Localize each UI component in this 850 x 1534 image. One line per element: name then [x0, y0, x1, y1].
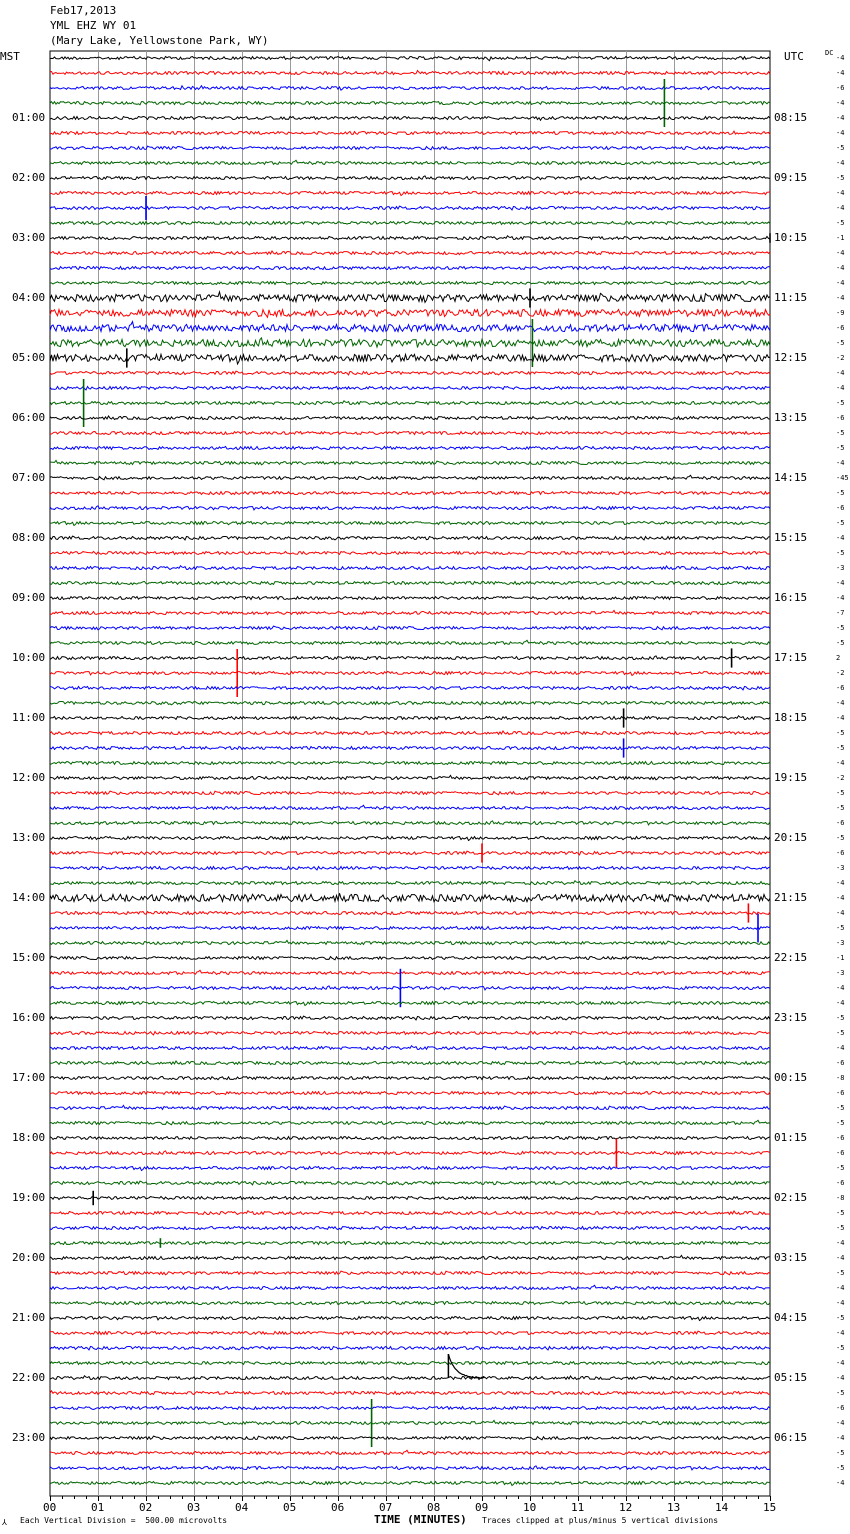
dc-offset-label: -3: [836, 939, 845, 947]
right-hour-label: 17:15: [774, 651, 808, 664]
left-hour-label: 08:00: [12, 531, 46, 544]
x-tick-label: 10: [523, 1501, 537, 1514]
dc-offset-label: -4: [836, 699, 845, 707]
trace-row: [50, 912, 770, 915]
trace-row: [50, 1120, 770, 1125]
trace-row: [50, 1105, 770, 1109]
x-tick-label: 11: [571, 1501, 585, 1514]
trace-row: [50, 192, 770, 196]
trace-row: [50, 686, 770, 690]
trace-row: [50, 1301, 770, 1305]
dc-offset-label: -4: [836, 69, 845, 77]
dc-offset-label: -6: [836, 684, 845, 692]
dc-offset-label: -4: [836, 279, 845, 287]
dc-offset-label: -5: [836, 444, 845, 452]
right-hour-label: 01:15: [774, 1131, 808, 1144]
trace-row: [50, 702, 770, 705]
right-hour-label: 03:15: [774, 1251, 808, 1264]
trace-row: [50, 536, 770, 540]
trace-row: [50, 610, 770, 614]
trace-row: [50, 597, 770, 600]
trace-row: [50, 57, 770, 61]
dc-offset-label: -6: [836, 1149, 845, 1157]
dc-offset-label: -5: [836, 1344, 845, 1352]
trace-row: [50, 1450, 770, 1454]
trace-row: [50, 292, 770, 303]
trace-row: [50, 970, 770, 974]
left-hour-label: 12:00: [12, 771, 46, 784]
dc-offset-label: -4: [836, 1374, 845, 1382]
x-tick-label: 02: [139, 1501, 153, 1514]
left-hour-label: 05:00: [12, 351, 46, 364]
trace-row: [50, 716, 770, 720]
trace-row: [50, 1197, 770, 1200]
dc-offset-label: -4: [836, 384, 845, 392]
dc-offset-label: -4: [836, 1419, 845, 1427]
trace-row: [50, 371, 770, 375]
right-hour-label: 04:15: [774, 1311, 808, 1324]
dc-offset-label: -4: [836, 129, 845, 137]
dc-offset-label: -4: [836, 534, 845, 542]
dc-offset-label: -7: [836, 609, 845, 617]
dc-offset-label: -5: [836, 339, 845, 347]
right-hour-label: 15:15: [774, 531, 808, 544]
left-hour-label: 10:00: [12, 651, 46, 664]
dc-offset-label: -5: [836, 1104, 845, 1112]
x-tick-label: 03: [187, 1501, 201, 1514]
dc-offset-label: -45: [836, 474, 849, 482]
x-tick-label: 01: [91, 1501, 105, 1514]
dc-offset-label: -9: [836, 309, 845, 317]
dc-offset-label: -4: [836, 1044, 845, 1052]
dc-offset-label: -6: [836, 504, 845, 512]
trace-row: [50, 1285, 770, 1289]
trace-row: [50, 1271, 770, 1275]
right-hour-label: 22:15: [774, 951, 808, 964]
trace-row: [50, 1466, 770, 1470]
dc-offset-label: -5: [836, 1464, 845, 1472]
trace-row: [50, 1331, 770, 1335]
x-tick-label: 14: [715, 1501, 729, 1514]
right-hour-label: 11:15: [774, 291, 808, 304]
dc-offset-label: -5: [836, 1209, 845, 1217]
dc-offset-label: -6: [836, 414, 845, 422]
scale-note: Each Vertical Division = 500.00 microvolts: [20, 1516, 228, 1525]
x-tick-label: 05: [283, 1501, 297, 1514]
dc-offset-label: -4: [836, 1329, 845, 1337]
dc-offset-label: -4: [836, 894, 845, 902]
left-hour-label: 02:00: [12, 171, 46, 184]
trace-row: [50, 747, 770, 750]
dc-offset-label: -5: [836, 1014, 845, 1022]
dc-offset-label: -3: [836, 564, 845, 572]
trace-row: [50, 582, 770, 585]
trace-row: [50, 805, 770, 809]
trace-row: [50, 131, 770, 135]
dc-offset-label: -5: [836, 219, 845, 227]
trace-row: [50, 1046, 770, 1050]
dc-offset-label: -5: [836, 804, 845, 812]
trace-row: [50, 927, 770, 930]
trace-row: [50, 1436, 770, 1440]
trace-row: [50, 566, 770, 570]
dc-offset-label: -2: [836, 774, 845, 782]
trace-row: [50, 387, 770, 390]
x-axis-title: TIME (MINUTES): [374, 1513, 467, 1526]
trace-row: [50, 71, 770, 75]
dc-offset-label: -4: [836, 264, 845, 272]
left-hour-label: 23:00: [12, 1431, 46, 1444]
left-hour-label: 01:00: [12, 111, 46, 124]
trace-row: [50, 552, 770, 555]
x-tick-label: 06: [331, 1501, 345, 1514]
trace-row: [50, 102, 770, 105]
trace-row: [50, 986, 770, 990]
right-hour-label: 16:15: [774, 591, 808, 604]
right-hour-label: 21:15: [774, 891, 808, 904]
right-hour-label: 13:15: [774, 411, 808, 424]
left-hour-label: 18:00: [12, 1131, 46, 1144]
trace-row: [50, 672, 770, 676]
dc-offset-label: -4: [836, 879, 845, 887]
dc-offset-label: -5: [836, 144, 845, 152]
dc-offset-label: -4: [836, 159, 845, 167]
dc-offset-label: -5: [836, 744, 845, 752]
trace-row: [50, 1016, 770, 1020]
dc-offset-label: -4: [836, 204, 845, 212]
trace-row: [50, 322, 770, 332]
right-hour-label: 19:15: [774, 771, 808, 784]
dc-offset-label: -5: [836, 429, 845, 437]
left-hour-label: 16:00: [12, 1011, 46, 1024]
trace-row: [50, 881, 770, 885]
dc-offset-label: -5: [836, 489, 845, 497]
trace-row: [50, 1002, 770, 1006]
dc-offset-label: -1: [836, 954, 845, 962]
dc-offset-label: -4: [836, 909, 845, 917]
trace-row: [50, 401, 770, 405]
trace-row: [50, 1391, 770, 1395]
dc-offset-label: -4: [836, 984, 845, 992]
trace-row: [50, 1255, 770, 1259]
trace-row: [50, 640, 770, 644]
trace-row: [50, 1482, 770, 1486]
right-hour-label: 20:15: [774, 831, 808, 844]
trace-row: [50, 222, 770, 225]
trace-row: [50, 1242, 770, 1245]
right-timezone-label: UTC: [784, 50, 804, 63]
trace-row: [50, 206, 770, 210]
trace-row: [50, 282, 770, 285]
trace-row: [50, 1362, 770, 1365]
dc-offset-label: -5: [836, 1164, 845, 1172]
trace-row: [50, 522, 770, 526]
dc-offset-label: -5: [836, 729, 845, 737]
trace-row: [50, 447, 770, 450]
trace-row: [50, 762, 770, 765]
left-hour-label: 06:00: [12, 411, 46, 424]
trace-row: [50, 1061, 770, 1065]
x-tick-label: 15: [763, 1501, 777, 1514]
trace-row: [50, 354, 770, 364]
right-hour-label: 08:15: [774, 111, 808, 124]
trace-row: [50, 775, 770, 779]
dc-offset-label: -5: [836, 834, 845, 842]
trace-row: [50, 1407, 770, 1410]
trace-row: [50, 251, 770, 255]
dc-offset-label: -6: [836, 84, 845, 92]
station-location: (Mary Lake, Yellowstone Park, WY): [50, 34, 269, 47]
trace-row: [50, 893, 770, 902]
clip-note: Traces clipped at plus/minus 5 vertical divisions: [482, 1516, 719, 1525]
footer-mark: ⅄: [2, 1518, 7, 1527]
trace-row: [50, 1347, 770, 1350]
dc-offset-label: -5: [836, 1029, 845, 1037]
left-hour-label: 09:00: [12, 591, 46, 604]
trace-row: [50, 1317, 770, 1321]
dc-offset-label: -4: [836, 579, 845, 587]
x-tick-label: 13: [667, 1501, 681, 1514]
left-hour-label: 13:00: [12, 831, 46, 844]
dc-offset-header: DC: [825, 49, 834, 57]
trace-row: [50, 1181, 770, 1185]
dc-offset-label: -6: [836, 1179, 845, 1187]
dc-offset-label: -4: [836, 594, 845, 602]
trace-row: [50, 656, 770, 660]
trace-row: [50, 475, 770, 480]
dc-offset-label: -4: [836, 1239, 845, 1247]
trace-row: [50, 791, 770, 795]
right-hour-label: 02:15: [774, 1191, 808, 1204]
trace-row: [50, 267, 770, 270]
dc-offset-label: -5: [836, 1314, 845, 1322]
left-hour-label: 11:00: [12, 711, 46, 724]
dc-offset-label: -2: [836, 354, 845, 362]
trace-row: [50, 506, 770, 510]
event-signal: [448, 1354, 484, 1378]
trace-row: [50, 1167, 770, 1171]
x-tick-label: 07: [379, 1501, 393, 1514]
trace-row: [50, 338, 770, 348]
left-hour-label: 04:00: [12, 291, 46, 304]
trace-row: [50, 731, 770, 735]
x-tick-label: 12: [619, 1501, 633, 1514]
left-hour-label: 03:00: [12, 231, 46, 244]
dc-offset-label: -5: [836, 1269, 845, 1277]
dc-offset-label: -5: [836, 519, 845, 527]
dc-offset-label: -4: [836, 1254, 845, 1262]
trace-row: [50, 1137, 770, 1140]
trace-row: [50, 1077, 770, 1080]
trace-row: [50, 1227, 770, 1230]
dc-offset-label: -5: [836, 174, 845, 182]
dc-offset-label: -5: [836, 1224, 845, 1232]
trace-row: [50, 837, 770, 841]
right-hour-label: 00:15: [774, 1071, 808, 1084]
left-hour-label: 14:00: [12, 891, 46, 904]
dc-offset-label: -3: [836, 969, 845, 977]
right-hour-label: 06:15: [774, 1431, 808, 1444]
dc-offset-label: 2: [836, 654, 841, 662]
dc-offset-label: -4: [836, 1299, 845, 1307]
trace-row: [50, 1032, 770, 1035]
trace-row: [50, 1151, 770, 1155]
trace-row: [50, 1211, 770, 1215]
right-hour-label: 05:15: [774, 1371, 808, 1384]
dc-offset-label: -5: [836, 624, 845, 632]
trace-row: [50, 310, 770, 318]
dc-offset-label: -4: [836, 114, 845, 122]
dc-offset-label: -4: [836, 294, 845, 302]
x-tick-label: 09: [475, 1501, 489, 1514]
trace-row: [50, 460, 770, 464]
dc-offset-label: -4: [836, 249, 845, 257]
dc-offset-label: -5: [836, 1119, 845, 1127]
right-hour-label: 12:15: [774, 351, 808, 364]
dc-offset-label: -4: [836, 369, 845, 377]
trace-row: [50, 626, 770, 630]
dc-offset-label: -5: [836, 1449, 845, 1457]
dc-offset-label: -5: [836, 639, 845, 647]
dc-offset-label: -6: [836, 849, 845, 857]
left-timezone-label: MST: [0, 50, 20, 63]
dc-offset-label: -6: [836, 1134, 845, 1142]
dc-offset-label: -4: [836, 459, 845, 467]
dc-offset-label: -6: [836, 324, 845, 332]
station-id: YML EHZ WY 01: [50, 19, 137, 32]
dc-offset-label: -5: [836, 399, 845, 407]
dc-offset-label: -4: [836, 1479, 845, 1487]
dc-offset-label: -5: [836, 924, 845, 932]
left-hour-label: 22:00: [12, 1371, 46, 1384]
trace-row: [50, 821, 770, 825]
trace-row: [50, 236, 770, 240]
dc-offset-label: -8: [836, 1074, 845, 1082]
x-tick-label: 08: [427, 1501, 441, 1514]
dc-offset-label: -4: [836, 189, 845, 197]
trace-row: [50, 176, 770, 180]
dc-offset-label: -4: [836, 999, 845, 1007]
left-hour-label: 20:00: [12, 1251, 46, 1264]
dc-offset-label: -4: [836, 714, 845, 722]
trace-row: [50, 117, 770, 121]
left-hour-label: 15:00: [12, 951, 46, 964]
dc-offset-label: -5: [836, 1389, 845, 1397]
trace-row: [50, 160, 770, 164]
dc-offset-label: -6: [836, 1059, 845, 1067]
dc-offset-label: -6: [836, 1089, 845, 1097]
plot-frame: [50, 51, 770, 1496]
dc-offset-label: -4: [836, 1359, 845, 1367]
x-tick-label: 00: [43, 1501, 57, 1514]
trace-row: [50, 492, 770, 495]
dc-offset-label: -5: [836, 549, 845, 557]
left-hour-label: 21:00: [12, 1311, 46, 1324]
left-hour-label: 17:00: [12, 1071, 46, 1084]
trace-row: [50, 1376, 770, 1380]
right-hour-label: 14:15: [774, 471, 808, 484]
dc-offset-label: -4: [836, 759, 845, 767]
dc-offset-label: -6: [836, 1404, 845, 1412]
dc-offset-label: -4: [836, 1434, 845, 1442]
right-hour-label: 10:15: [774, 231, 808, 244]
trace-row: [50, 956, 770, 960]
trace-row: [50, 416, 770, 420]
right-hour-label: 09:15: [774, 171, 808, 184]
dc-offset-label: -5: [836, 789, 845, 797]
trace-row: [50, 146, 770, 150]
dc-offset-label: -4: [836, 1284, 845, 1292]
trace-row: [50, 851, 770, 855]
left-hour-label: 07:00: [12, 471, 46, 484]
right-hour-label: 18:15: [774, 711, 808, 724]
dc-offset-label: -3: [836, 864, 845, 872]
dc-offset-label: -4: [836, 99, 845, 107]
trace-row: [50, 867, 770, 870]
x-tick-label: 04: [235, 1501, 249, 1514]
dc-offset-label: -8: [836, 1194, 845, 1202]
trace-row: [50, 86, 770, 91]
dc-offset-label: -1: [836, 234, 845, 242]
dc-offset-label: -4: [836, 54, 845, 62]
dc-offset-label: -6: [836, 819, 845, 827]
dc-offset-label: -2: [836, 669, 845, 677]
trace-row: [50, 432, 770, 435]
trace-row: [50, 940, 770, 944]
trace-row: [50, 1092, 770, 1095]
right-hour-label: 23:15: [774, 1011, 808, 1024]
station-date: Feb17,2013: [50, 4, 117, 17]
trace-row: [50, 1420, 770, 1424]
left-hour-label: 19:00: [12, 1191, 46, 1204]
